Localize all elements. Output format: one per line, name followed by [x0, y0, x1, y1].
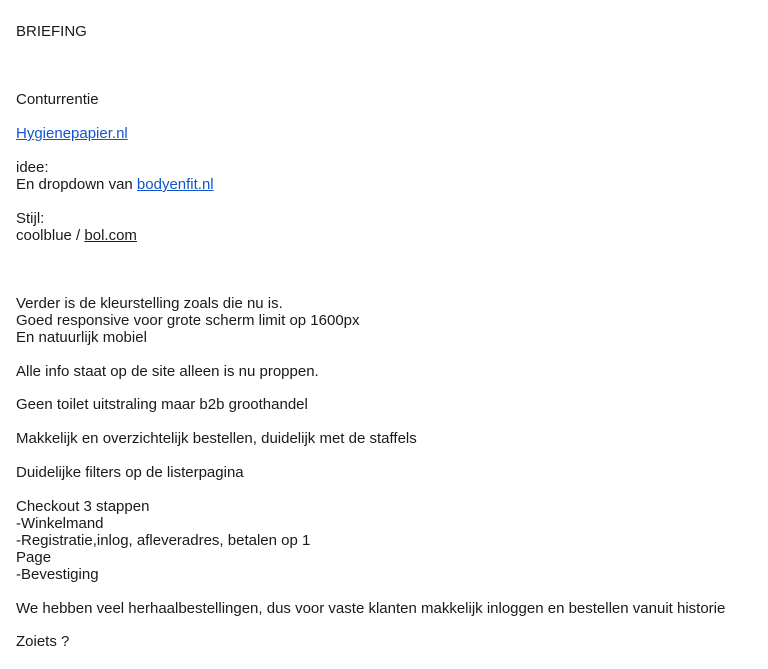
- idea-link[interactable]: bodyenfit.nl: [136, 176, 214, 193]
- style-label: Stijl:: [16, 210, 45, 227]
- idea-label: idee:: [16, 159, 49, 176]
- paragraph-responsive: Goed responsive voor grote scherm limit op 1600px: [16, 312, 360, 329]
- idea-line: [16, 176, 214, 193]
- checkout-step-2-continued: Page: [16, 549, 52, 566]
- style-text: coolblue /: [16, 227, 85, 244]
- checkout-step-1: -Winkelmand: [16, 515, 104, 532]
- paragraph-filters: Duidelijke filters op de listerpagina: [16, 464, 244, 481]
- paragraph-b2b: Geen toilet uitstraling maar b2b groothandel: [16, 396, 308, 413]
- paragraph-colors: Verder is de kleurstelling zoals die nu is.: [16, 295, 283, 312]
- style-link[interactable]: bol.com: [84, 227, 137, 244]
- style-line: [16, 227, 137, 244]
- document-title: BRIEFING: [16, 23, 87, 40]
- paragraph-ordering: Makkelijk en overzichtelijk bestellen, duidelijk met de staffels: [16, 430, 417, 447]
- idea-text: En dropdown van: [16, 176, 137, 193]
- competition-link[interactable]: Hygienepapier.nl: [16, 125, 128, 142]
- competition-label: Conturrentie: [16, 91, 99, 108]
- paragraph-repeat-orders: We hebben veel herhaalbestellingen, dus voor vaste klanten makkelijk inloggen en bestellen vanuit historie: [16, 600, 726, 617]
- checkout-step-3: -Bevestiging: [16, 566, 99, 583]
- checkout-title: Checkout 3 stappen: [16, 498, 150, 515]
- competition-line: [16, 125, 128, 142]
- closing-line: Zoiets ?: [16, 633, 70, 650]
- paragraph-mobile: En natuurlijk mobiel: [16, 329, 147, 346]
- paragraph-info: Alle info staat op de site alleen is nu proppen.: [16, 363, 319, 380]
- checkout-step-2: -Registratie,inlog, afleveradres, betalen op 1: [16, 532, 311, 549]
